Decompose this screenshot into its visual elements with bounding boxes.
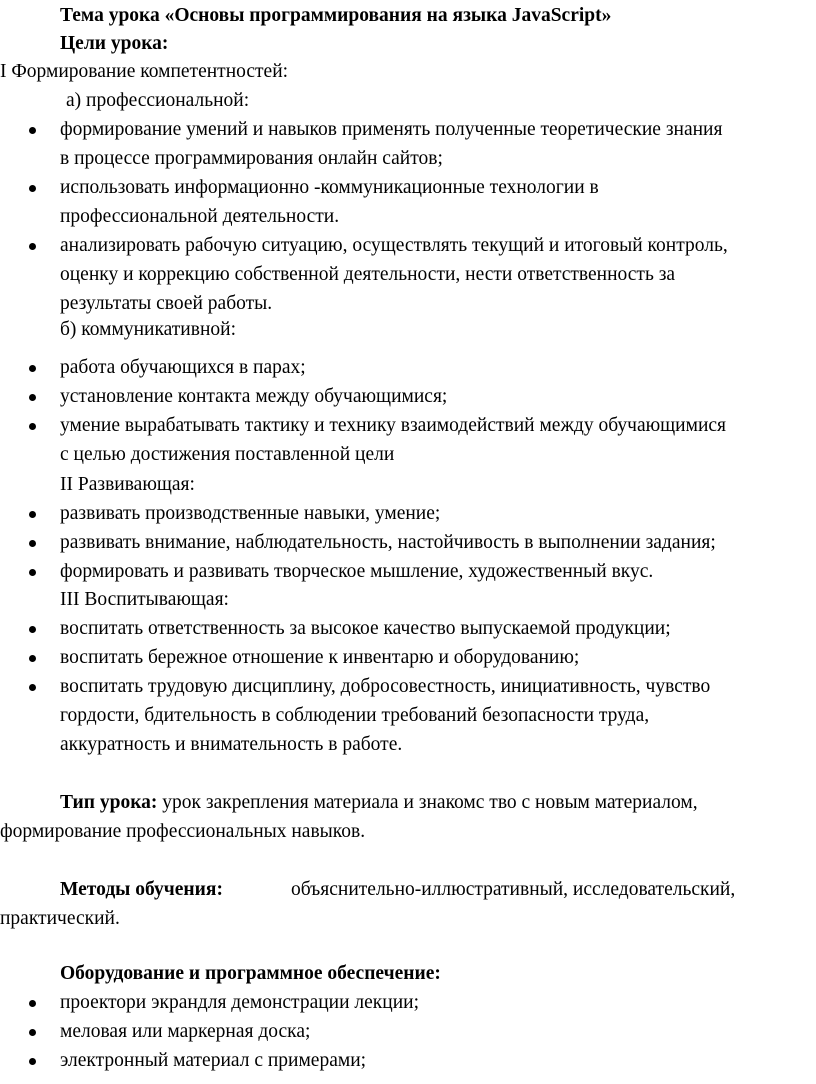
methods-label: Методы обучения:: [60, 879, 223, 900]
bullet-icon: [29, 423, 36, 430]
list-item-line: оценку и коррекцию собственной деятельности, нести ответственность за: [60, 264, 676, 285]
list-item-line: электронный материал с примерами;: [60, 1050, 367, 1071]
list-item-line: воспитать ответственность за высокое качество выпускаемой продукции;: [60, 618, 671, 639]
section1-heading: I Формирование компетентностей:: [0, 61, 289, 82]
list-item-line: воспитать бережное отношение к инвентарю и оборудованию;: [60, 647, 580, 668]
bullet-icon: [29, 1000, 36, 1007]
bullet-icon: [29, 684, 36, 691]
list-item-line: проектори экрандля демонстрации лекции;: [60, 992, 419, 1013]
methods-continuation: практический.: [0, 908, 120, 929]
goals-heading: Цели урока:: [60, 33, 169, 54]
subsection-b-heading: б) коммуникативной:: [60, 319, 236, 340]
lesson-type-text: урок закрепления материала и знакомс тво с новым материалом,: [157, 792, 698, 813]
list-item-line: результаты своей работы.: [60, 293, 273, 314]
lesson-type-label: Тип урока:: [60, 792, 158, 813]
bullet-icon: [29, 569, 36, 576]
lesson-type-line: [60, 791, 698, 815]
list-item-line: развивать производственные навыки, умение;: [60, 503, 441, 524]
list-item-line: профессиональной деятельности.: [60, 206, 340, 227]
list-item-line: в процессе программирования онлайн сайтов;: [60, 148, 443, 169]
bullet-icon: [29, 394, 36, 401]
subsection-a-heading: а) профессиональной:: [66, 90, 250, 111]
methods-line: [60, 878, 223, 902]
list-item-line: меловая или маркерная доска;: [60, 1021, 311, 1042]
list-item-line: установление контакта между обучающимися;: [60, 386, 448, 407]
methods-text: объяснительно-иллюстративный, исследовательский,: [291, 879, 736, 900]
section3-heading: III Воспитывающая:: [60, 589, 229, 610]
list-item-line: формирование умений и навыков применять полученные теоретические знания: [60, 119, 723, 140]
bullet-icon: [29, 540, 36, 547]
list-item-line: анализировать рабочую ситуацию, осуществлять текущий и итоговый контроль,: [60, 235, 728, 256]
bullet-icon: [29, 655, 36, 662]
bullet-icon: [29, 127, 36, 134]
list-item-line: воспитать трудовую дисциплину, добросовестность, инициативность, чувство: [60, 676, 711, 697]
list-item-line: гордости, бдительность в соблюдении требований безопасности труда,: [60, 705, 650, 726]
bullet-icon: [29, 626, 36, 633]
equipment-heading: Оборудование и программное обеспечение:: [60, 963, 441, 984]
list-item-line: формировать и развивать творческое мышление, художественный вкус.: [60, 561, 654, 582]
bullet-icon: [29, 365, 36, 372]
bullet-icon: [29, 185, 36, 192]
list-item-line: использовать информационно -коммуникационные технологии в: [60, 177, 599, 198]
bullet-icon: [29, 243, 36, 250]
lesson-title: Тема урока «Основы программирования на языка JavaScript»: [60, 5, 612, 26]
list-item-line: умение вырабатывать тактику и технику взаимодействий между обучающимися: [60, 415, 727, 436]
bullet-icon: [29, 1058, 36, 1065]
bullet-icon: [29, 1029, 36, 1036]
list-item-line: аккуратность и внимательность в работе.: [60, 734, 403, 755]
bullet-icon: [29, 511, 36, 518]
list-item-line: развивать внимание, наблюдательность, настойчивость в выполнении задания;: [60, 532, 716, 553]
section2-heading: II Развивающая:: [60, 474, 195, 495]
lesson-type-continuation: формирование профессиональных навыков.: [0, 821, 366, 842]
list-item-line: с целью достижения поставленной цели: [60, 444, 395, 465]
list-item-line: работа обучающихся в парах;: [60, 357, 306, 378]
